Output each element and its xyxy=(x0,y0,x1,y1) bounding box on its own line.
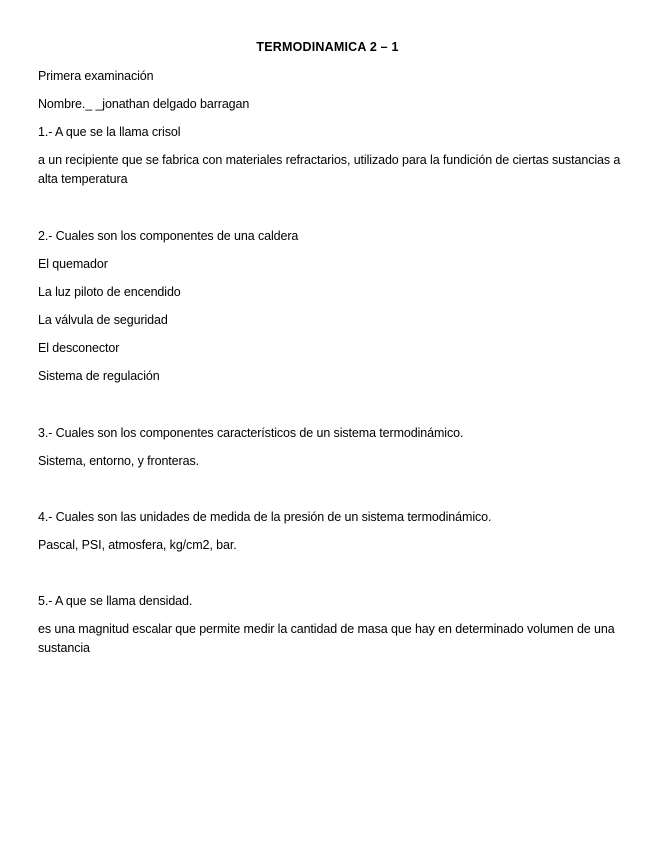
answer-2-item: Sistema de regulación xyxy=(38,369,160,383)
answer-2-item: El desconector xyxy=(38,341,120,355)
answer-5: es una magnitud escalar que permite medir la cantidad de masa que hay en determinado volumen de una sustancia xyxy=(38,622,615,655)
document-title: TERMODINAMICA 2 – 1 xyxy=(256,40,399,54)
answer-2-item: El quemador xyxy=(38,257,108,271)
answer-2-item: La válvula de seguridad xyxy=(38,313,168,327)
answer-3: Sistema, entorno, y fronteras. xyxy=(38,454,199,468)
answer-4: Pascal, PSI, atmosfera, kg/cm2, bar. xyxy=(38,538,237,552)
question-5: 5.- A que se llama densidad. xyxy=(38,594,193,608)
question-3: 3.- Cuales son los componentes característicos de un sistema termodinámico. xyxy=(38,426,464,440)
question-2: 2.- Cuales son los componentes de una caldera xyxy=(38,229,299,243)
exam-subtitle: Primera examinación xyxy=(38,69,154,83)
question-1: 1.- A que se la llama crisol xyxy=(38,125,181,139)
student-name-line: Nombre._ _jonathan delgado barragan xyxy=(38,97,250,111)
answer-2-item: La luz piloto de encendido xyxy=(38,285,181,299)
question-4: 4.- Cuales son las unidades de medida de la presión de un sistema termodinámico. xyxy=(38,510,492,524)
answer-1: a un recipiente que se fabrica con materiales refractarios, utilizado para la fundición de ciertas sustancias a alta temperatura xyxy=(38,153,621,186)
